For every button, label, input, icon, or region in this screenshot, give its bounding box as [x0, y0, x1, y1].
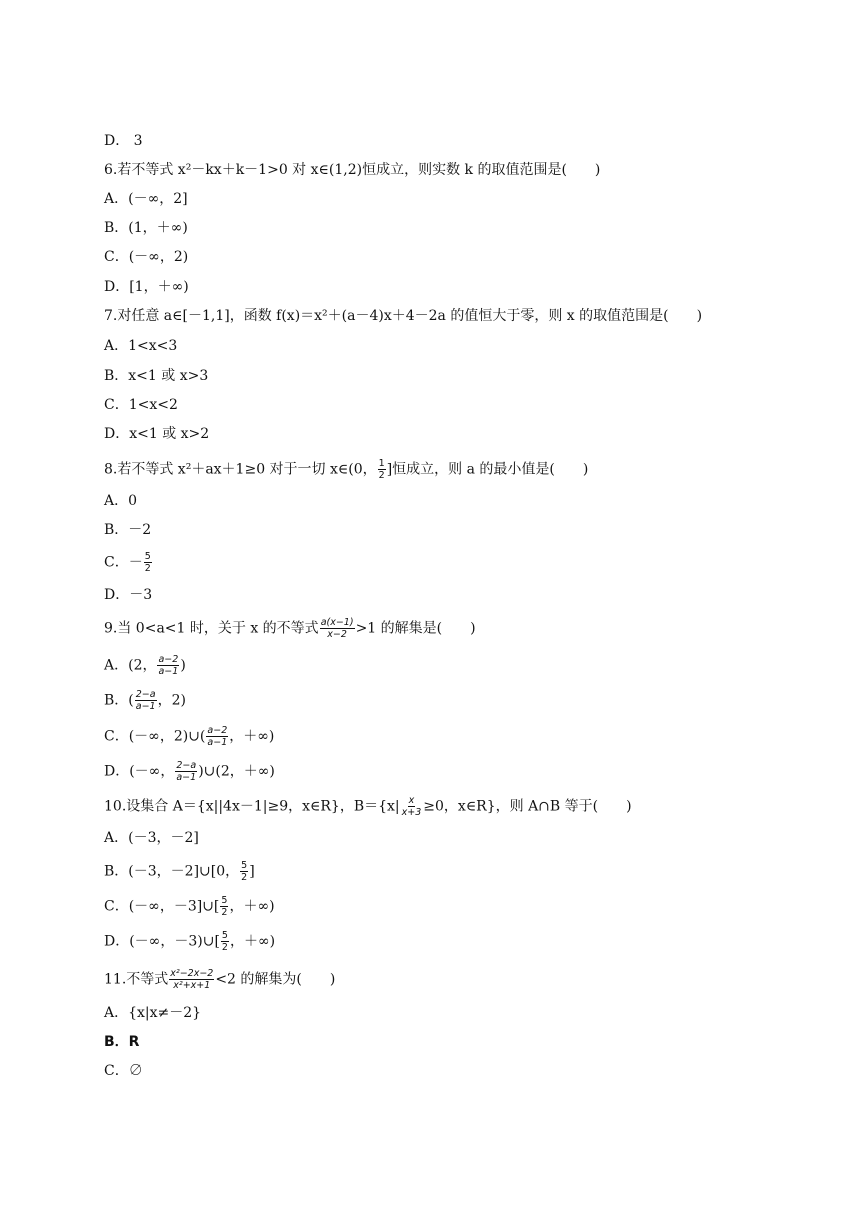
q11-option-c: C．∅: [104, 1063, 143, 1079]
q11-option-a: A．{x|x≠－2}: [104, 1005, 202, 1021]
q6-option-a: A．(－∞，2]: [104, 191, 188, 207]
fraction: $\frac{1}{2}$: [378, 458, 385, 481]
q11-option-b: B．R: [104, 1034, 140, 1050]
q9-option-d: D．(－∞， $\frac{2-a}{a-1}$ )∪(2，＋∞): [104, 760, 275, 783]
question-6: 6.若不等式 x²－kx＋k－1>0 对 x∈(1,2)恒成立，则实数 k 的取值范围是( ): [104, 162, 601, 178]
fraction: $\frac{a(x-1)}{x-2}$: [320, 617, 354, 640]
fraction: $\frac{5}{2}$: [241, 860, 248, 883]
q10-option-d: D．(－∞，－3)∪[ $\frac{5}{2}$ ，＋∞): [104, 930, 276, 953]
q8-option-c: C．－ $\frac{5}{2}$: [104, 551, 151, 574]
q6-option-b: B．(1，＋∞): [104, 220, 188, 236]
question-9: 9.当 0<a<1 时，关于 x 的不等式 $\frac{a(x-1)}{x-2}$ >1 的解集是( ): [104, 617, 476, 640]
q10-option-a: A．(－3，－2]: [104, 830, 199, 846]
q7-option-c: C．1<x<2: [104, 397, 178, 413]
q10-option-b: B．(－3，－2]∪[0， $\frac{5}{2}$ ]: [104, 860, 255, 883]
q10-option-c: C．(－∞，－3]∪[ $\frac{5}{2}$ ，＋∞): [104, 895, 275, 918]
question-7: 7.对任意 a∈[－1,1]，函数 f(x)＝x²＋(a－4)x＋4－2a 的值恒大于零，则 x 的取值范围是( ): [104, 308, 703, 324]
fraction: $\frac{5}{2}$: [144, 551, 151, 574]
fraction: $\frac{2-a}{a-1}$: [135, 689, 156, 712]
q8-option-d: D．－3: [104, 587, 153, 603]
q8-option-a: A．0: [104, 493, 138, 509]
q7-option-a: A．1<x<3: [104, 338, 178, 354]
q6-option-c: C．(－∞，2): [104, 249, 189, 265]
question-8: 8.若不等式 x²＋ax＋1≥0 对于一切 x∈(0， $\frac{1}{2}$ ]恒成立，则 a 的最小值是( ): [104, 458, 589, 481]
fraction: $\frac{\text{x²−2x−2}}{\text{x²+x+1}}$: [170, 968, 214, 991]
fraction: $\frac{a-2}{a-1}$: [158, 654, 179, 677]
q8-option-b: B．－2: [104, 522, 152, 538]
q9-option-a: A．(2， $\frac{a-2}{a-1}$ ): [104, 654, 186, 677]
q9-option-b: B．( $\frac{2-a}{a-1}$ ，2): [104, 689, 186, 712]
q7-option-d: D．x<1 或 x>2: [104, 426, 210, 442]
fraction: $\frac{5}{2}$: [221, 930, 228, 953]
question-10: 10.设集合 A＝{x||4x－1|≥9，x∈R}，B＝{x| $\frac{x}{x+3}$ ≥0，x∈R}，则 A∩B 等于( ): [104, 795, 632, 818]
fraction: $\frac{5}{2}$: [221, 895, 228, 918]
q7-option-b: B．x<1 或 x>3: [104, 368, 209, 384]
q6-option-d: D．[1，＋∞): [104, 279, 189, 295]
option-d-previous: D． 3: [104, 133, 143, 149]
q9-option-c: C．(－∞，2)∪( $\frac{a-2}{a-1}$ ，＋∞): [104, 725, 275, 748]
question-11: 11.不等式 $\frac{\text{x²−2x−2}}{\text{x²+x+1}}$ <2 的解集为( ): [104, 968, 336, 991]
fraction: $\frac{2-a}{a-1}$: [176, 760, 197, 783]
fraction: $\frac{x}{x+3}$: [401, 795, 422, 818]
fraction: $\frac{a-2}{a-1}$: [207, 725, 228, 748]
